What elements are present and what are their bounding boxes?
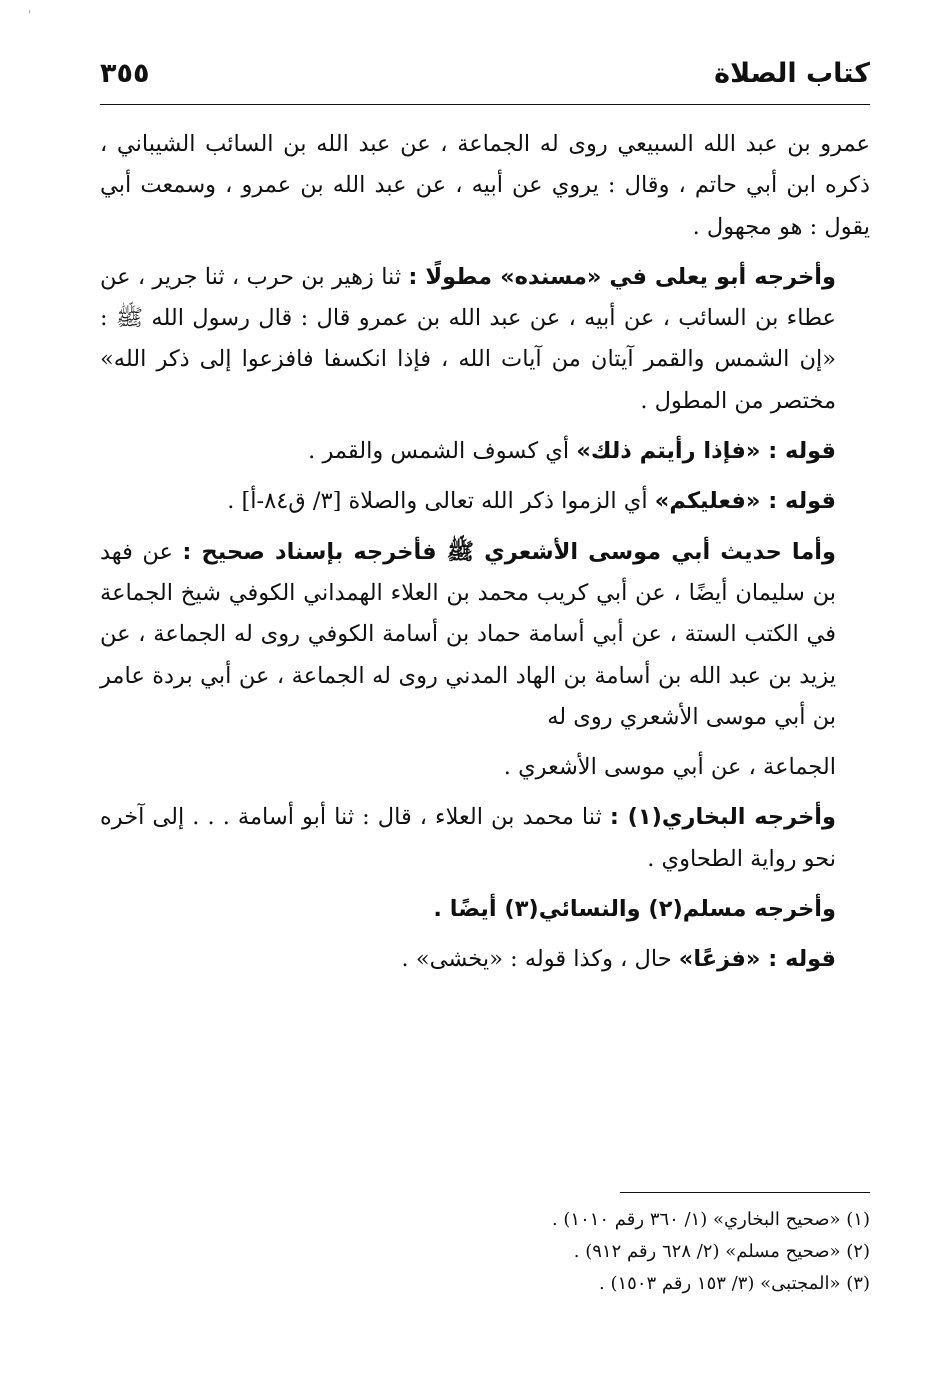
running-header bbox=[100, 52, 870, 100]
paragraph-text: ثنا محمد بن العلاء ، قال : ثنا أبو أسامة . . . إلى آخره نحو رواية الطحاوي . bbox=[100, 804, 836, 872]
book-title: كتاب الصلاة bbox=[714, 58, 870, 89]
footnote: (١) «صحيح البخاري» (١/ ٣٦٠ رقم ١٠١٠) . bbox=[551, 1209, 870, 1230]
paragraph-text: الجماعة ، عن أبي موسى الأشعري . bbox=[503, 754, 836, 781]
footnotes bbox=[100, 1204, 870, 1300]
paragraph-lead: قوله : «فزعًا» bbox=[678, 946, 836, 973]
paragraph-text: عن فهد بن سليمان أيضًا ، عن أبي كريب محمد بن العلاء الهمداني الكوفي شيخ الجماعة في الكتب الستة ، عن أبي أسامة حماد بن أسامة الكوفي روى له الجماعة ، عن يزيد بن عبد الله بن أسامة بن الهاد المدني روى له الجماعة ، عن أبي بردة عامر بن أبي موسى الأشعري روى له bbox=[100, 538, 836, 730]
paragraph bbox=[100, 124, 870, 248]
paragraph bbox=[100, 939, 870, 980]
paragraph-text: ثنا زهير بن حرب ، ثنا جرير ، عن عطاء بن السائب ، عن أبيه ، عن عبد الله بن عمرو قال : قال رسول الله ﷺ : «إن الشمس والقمر آيتان من آيات الله ، فإذا انكسفا فافزعوا إلى ذكر الله» مختصر من المطول . bbox=[100, 263, 836, 414]
footnote: (٢) «صحيح مسلم» (٢/ ٦٢٨ رقم ٩١٢) . bbox=[573, 1241, 870, 1262]
main-text bbox=[100, 124, 870, 990]
paragraph-text: أي الزموا ذكر الله تعالى والصلاة [٣/ ق٨٤-أ] . bbox=[227, 488, 655, 515]
paragraph bbox=[100, 481, 870, 522]
paragraph-lead: قوله : «فعليكم» bbox=[654, 488, 836, 515]
stray-mark: ' bbox=[28, 8, 32, 22]
paragraph-lead: قوله : «فإذا رأيتم ذلك» bbox=[576, 438, 836, 465]
footnote-separator bbox=[620, 1192, 870, 1193]
paragraph-lead: وأخرجه البخاري(١) : bbox=[609, 804, 836, 831]
paragraph bbox=[100, 257, 870, 422]
paragraph-text: حال ، وكذا قوله : «يخشى» . bbox=[401, 946, 679, 973]
paragraph bbox=[100, 889, 870, 930]
paragraph-text: أي كسوف الشمس والقمر . bbox=[308, 438, 577, 465]
paragraph bbox=[100, 431, 870, 472]
header-rule bbox=[100, 104, 870, 105]
footnote: (٣) «المجتبى» (٣/ ١٥٣ رقم ١٥٠٣) . bbox=[599, 1273, 870, 1294]
page-number: ٣٥٥ bbox=[100, 58, 150, 89]
paragraph-lead: وأخرجه أبو يعلى في «مسنده» مطولًا : bbox=[408, 263, 837, 290]
paragraph bbox=[100, 747, 870, 788]
paragraph bbox=[100, 532, 870, 738]
paragraph-lead: وأخرجه مسلم(٢) والنسائي(٣) أيضًا . bbox=[433, 896, 836, 923]
paragraph-lead: وأما حديث أبي موسى الأشعري ﷺ فأخرجه بإسناد صحيح : bbox=[182, 538, 837, 565]
paragraph-text: عمرو بن عبد الله السبيعي روى له الجماعة ، عن عبد الله بن السائب الشيباني ، ذكره ابن أبي حاتم ، وقال : يروي عن أبيه ، عن عبد الله بن عمرو ، وسمعت أبي يقول : هو مجهول . bbox=[100, 131, 870, 240]
paragraph bbox=[100, 797, 870, 880]
